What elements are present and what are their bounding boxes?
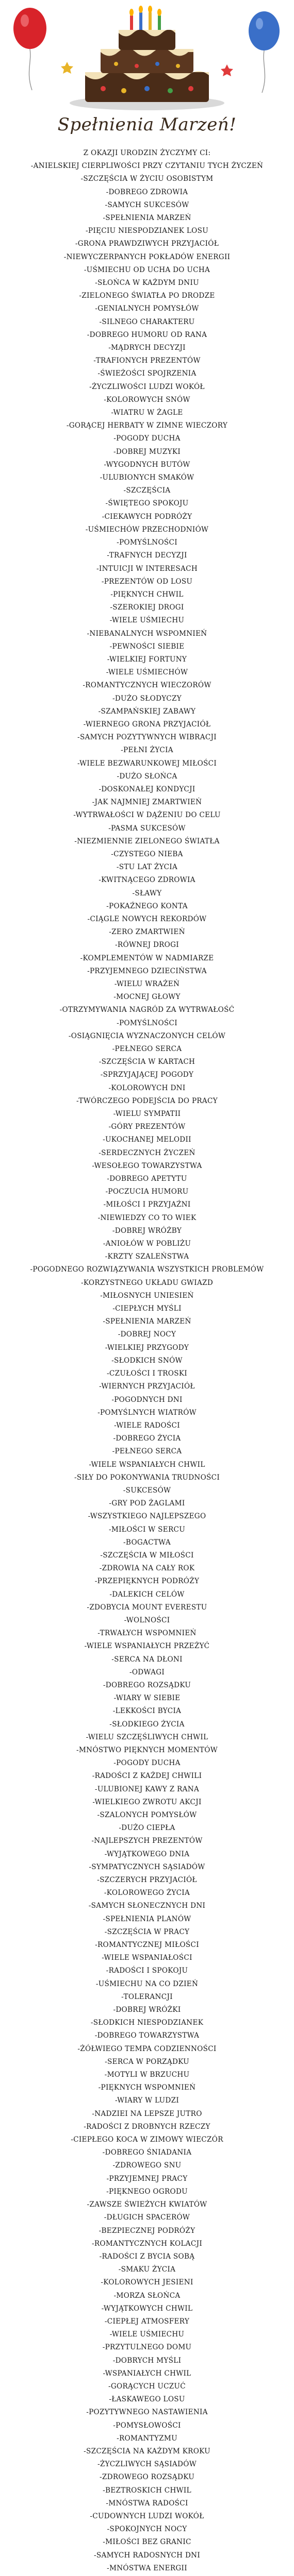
wish-line: -SYMPATYCZNYCH SĄSIADÓW xyxy=(89,1862,205,1871)
wish-line: -PEŁNI ŻYCIA xyxy=(121,746,173,755)
wish-line: -WIERNEGO GRONA PRZYJACIÓŁ xyxy=(83,720,211,728)
wish-line: -CIĄGLE NOWYCH REKORDÓW xyxy=(87,914,207,923)
wish-line: -SZCZĘŚCIA W MIŁOŚCI xyxy=(100,1551,194,1560)
wish-line: -GENIALNYCH POMYSŁÓW xyxy=(95,304,199,313)
wish-line: -LEKKOŚCI BYCIA xyxy=(112,1707,182,1716)
wish-line: -ROMANTYCZNYCH WIECZORÓW xyxy=(83,681,211,690)
wish-line: -ZIELONEGO ŚWIATŁA PO DRODZE xyxy=(79,292,215,300)
wish-line: -PIĘCIU NIESPODZIANEK LOSU xyxy=(86,227,208,235)
wish-line: -GRY POD ŻAGLAMI xyxy=(109,1499,185,1508)
wish-line: -RADOŚCI I SPOKOJU xyxy=(106,1967,188,1975)
wish-line: -OTRZYMYWANIA NAGRÓD ZA WYTRWAŁOŚĆ xyxy=(59,1006,235,1014)
wish-line: -DOBREJ WRÓŻBY xyxy=(112,1226,182,1235)
wish-line: -DALEKICH CELÓW xyxy=(109,1590,185,1599)
wish-line: -BEZPIECZNEJ PODRÓŻY xyxy=(99,2226,195,2235)
wish-line: -SERCA W PORZĄDKU xyxy=(105,2057,189,2066)
wish-line: -SIŁY DO POKONYWANIA TRUDNOŚCI xyxy=(74,1473,220,1482)
wish-line: -ROMANTYZMU xyxy=(117,2434,177,2443)
wish-line: -ŻYCZLIWYCH SĄSIADÓW xyxy=(97,2460,197,2469)
wish-line: -WIELE UŚMIECHU xyxy=(109,2330,185,2339)
wish-line: -RADOŚCI Z BYCIA SOBĄ xyxy=(99,2252,195,2261)
wish-line: -PRZYJEMNEJ PRACY xyxy=(106,2174,188,2183)
wish-line: -SILNEGO CHARAKTERU xyxy=(99,317,195,326)
wish-line: -NIEWIEDZY CO TO WIEK xyxy=(97,1213,197,1222)
wish-line: -WSPANIAŁYCH CHWIL xyxy=(103,2369,191,2378)
wish-line: -SERDECZNYCH ŻYCZEŃ xyxy=(99,1148,195,1157)
wish-line: -SZCZĘŚCIA W ŻYCIU OSOBISTYM xyxy=(80,175,214,183)
wish-line: -SZCZĘŚCIA xyxy=(123,486,171,495)
wish-line: -WIELE WSPANIAŁYCH CHWIL xyxy=(89,1460,205,1469)
wish-line: -ŻYCZLIWOŚCI LUDZI WOKÓŁ xyxy=(89,382,205,391)
wish-line: -PEŁNEGO SERCA xyxy=(112,1045,182,1054)
wish-line: -PEWNOŚCI SIEBIE xyxy=(109,642,185,651)
wish-line: -OSIĄGNIĘCIA WYZNACZONYCH CELÓW xyxy=(68,1031,226,1040)
wish-line: -GORĄCYCH UCZUĆ xyxy=(108,2382,186,2391)
wish-line: -WIARY W LUDZI xyxy=(115,2096,179,2105)
wish-line: -SZCZERYCH PRZYJACIÓŁ xyxy=(97,1876,197,1885)
wish-line: -JAK NAJMNIEJ ZMARTWIEŃ xyxy=(92,798,202,807)
wish-line: -WYJĄTKOWEGO DNIA xyxy=(104,1850,190,1858)
wish-line: -MORZA SŁOŃCA xyxy=(113,2291,181,2300)
wish-line: -CIEKAWYCH PODRÓŻY xyxy=(102,512,192,521)
wish-line: -ZERO ZMARTWIEŃ xyxy=(109,928,185,937)
wish-line: -DOBRYCH MYŚLI xyxy=(112,2356,182,2365)
wish-line: -PIĘKNYCH WSPOMNIEŃ xyxy=(98,2083,196,2092)
wish-line: -POGODNYCH DNI xyxy=(111,1395,183,1404)
wish-line: -SAMYCH POZYTYWNYCH WIBRACJI xyxy=(77,733,217,742)
wish-line: -SMAKU ŻYCIA xyxy=(118,2265,176,2274)
wish-line: -MĄDRYCH DECYZJI xyxy=(108,344,186,352)
wish-line: -ZDROWIA NA CAŁY ROK xyxy=(99,1564,195,1573)
wish-line: -POMYŚLNOŚCI xyxy=(117,538,177,547)
wish-line: -CIEPŁYCH MYŚLI xyxy=(112,1304,182,1313)
wish-line: -DŁUGICH SPACERÓW xyxy=(104,2213,190,2222)
wish-line: -SŁAWY xyxy=(132,889,162,897)
wish-line: -WIELU WRAŻEŃ xyxy=(114,980,180,988)
wish-line: -WSZYSTKIEGO NAJLEPSZEGO xyxy=(88,1512,206,1521)
wish-line: -DOBREJ NOCY xyxy=(118,1330,176,1339)
wish-line: -WESOŁEGO TOWARZYSTWA xyxy=(92,1161,202,1170)
wish-line: -BOGACTWA xyxy=(123,1538,171,1547)
wish-line: -NAJLEPSZYCH PREZENTÓW xyxy=(91,1837,203,1845)
wish-line: -SPEŁNIENIA PLANÓW xyxy=(103,1914,191,1923)
wish-line: -POMYŚLNOŚCI xyxy=(117,1019,177,1027)
wish-line: -UŚMIECHU NA CO DZIEŃ xyxy=(95,1979,199,1988)
wish-line: -WIELE UŚMIECHU xyxy=(109,616,185,625)
wish-line: -ZDOBYCIA MOUNT EVERESTU xyxy=(87,1603,207,1612)
wish-line: -CIEPŁEGO KOCA W ZIMOWY WIECZÓR xyxy=(71,2136,223,2144)
wish-line: -DUŻO SŁODYCZY xyxy=(112,694,182,703)
wish-line: -ROMANTYCZNEJ MIŁOŚCI xyxy=(95,1941,199,1950)
wish-line: -POMYSŁOWOŚCI xyxy=(113,2421,181,2430)
wish-line: -WIELE UŚMIECHÓW xyxy=(106,668,188,677)
wish-line: -SPRZYJAJĄCEJ POGODY xyxy=(100,1071,194,1079)
blue-balloon-icon xyxy=(249,11,280,93)
wish-line: -WIELE WSPANIAŁYCH PRZEŻYĆ xyxy=(84,1642,210,1651)
wish-line: -SAMYCH SŁONECZNYCH DNI xyxy=(88,1902,206,1910)
wish-line: -DUŻO CIEPŁA xyxy=(119,1824,175,1833)
wish-line: -WIELE RADOŚCI xyxy=(114,1421,180,1430)
wish-line: -SUKCESÓW xyxy=(123,1486,171,1495)
wish-line: -ZDROWEGO SNU xyxy=(112,2161,182,2170)
wish-line: -SŁOŃCA W KAŻDYM DNIU xyxy=(95,279,199,287)
wish-line: -ZDROWEGO ROZSĄDKU xyxy=(100,2473,194,2482)
wish-line: -ULUBIONYCH SMAKÓW xyxy=(100,473,194,482)
candles-icon xyxy=(129,6,161,30)
header-illustration xyxy=(0,0,294,135)
wish-line: -MNÓSTWO PIĘKNYCH MOMENTÓW xyxy=(76,1745,218,1754)
red-balloon-icon xyxy=(13,8,46,90)
wish-line: -NIEWYCZERPANYCH POKŁADÓW ENERGII xyxy=(63,252,231,261)
wish-line: -DOBREGO APETYTU xyxy=(107,1175,187,1183)
wish-line: -ANIOŁÓW W POBLIŻU xyxy=(103,1240,191,1248)
wish-line: -STU LAT ŻYCIA xyxy=(116,863,178,872)
wish-line: -ROMANTYCZNYCH KOLACJI xyxy=(91,2239,203,2248)
wish-line: -SPEŁNIENIA MARZEŃ xyxy=(103,1317,191,1326)
wish-line: -MIŁOŚCI W SERCU xyxy=(109,1525,185,1534)
wish-line: -WIARY W SIEBIE xyxy=(113,1694,181,1703)
wish-line: -KOLOROWYCH DNI xyxy=(108,1083,186,1092)
wish-line: -PRZEPIĘKNYCH PODRÓŻY xyxy=(94,1577,200,1586)
wish-line: -POGODNEGO ROZWIĄZYWANIA WSZYSTKICH PROBLEMÓW xyxy=(30,1265,264,1274)
wish-line: -ŚWIĘTEGO SPOKOJU xyxy=(105,499,189,508)
wish-line: -GÓRY PREZENTÓW xyxy=(108,1123,186,1131)
wish-line: -ULUBIONEJ KAWY Z RANA xyxy=(94,1785,200,1793)
wish-line: -TOLERANCJI xyxy=(121,1992,173,2001)
wish-line: -DOBREGO ŚNIADANIA xyxy=(102,2148,192,2157)
wish-line: -SERCA NA DŁONI xyxy=(111,1655,183,1664)
wish-line: -ŻÓŁWIEGO TEMPA CODZIENNOŚCI xyxy=(77,2044,217,2053)
wish-line: -DUŻO SŁOŃCA xyxy=(117,772,177,781)
wish-line: -SŁODKIEGO ŻYCIA xyxy=(109,1720,185,1728)
wish-line: -DOSKONAŁEJ KONDYCJI xyxy=(99,785,195,793)
wish-line: -SŁODKICH NIESPODZIANEK xyxy=(90,2019,204,2027)
wish-line: -WIELE BEZWARUNKOWEJ MIŁOŚCI xyxy=(77,759,217,768)
wish-line: -CZYSTEGO NIEBA xyxy=(111,850,183,858)
wish-line: -UKOCHANEJ MELODII xyxy=(103,1136,191,1144)
star-icon xyxy=(61,62,73,74)
wishes-text xyxy=(10,147,284,2576)
wish-line: -POZYTYWNEGO NASTAWIENIA xyxy=(86,2408,208,2417)
wish-line: -WIELKIEJ PRZYGODY xyxy=(105,1343,189,1352)
wish-line: -GRONA PRAWDZIWYCH PRZYJACIÓŁ xyxy=(75,240,219,248)
wish-line: -TRWAŁYCH WSPOMNIEŃ xyxy=(97,1629,197,1638)
wish-line: -WIELKIEGO ZWROTU AKCJI xyxy=(92,1798,202,1806)
wish-line: -MOCNEJ GŁOWY xyxy=(113,993,181,1002)
wish-line: -GORĄCEJ HERBATY W ZIMNE WIECZORY xyxy=(66,421,228,430)
wishes-list xyxy=(10,160,284,2576)
wish-line: -SŁODKICH SNÓW xyxy=(111,1356,183,1365)
wish-line: -KWITNĄCEGO ZDROWIA xyxy=(99,876,195,885)
wish-line: -SAMYCH RADOSNYCH DNI xyxy=(93,2551,201,2560)
wish-line: -WYGODNYCH BUTÓW xyxy=(104,460,190,469)
wish-line: -DOBREGO ZDROWIA xyxy=(106,188,188,196)
wish-line: -MIŁOŚCI BEZ GRANIC xyxy=(103,2538,191,2547)
wish-line: -MNÓSTWA RADOŚCI xyxy=(106,2499,188,2507)
wish-line: -PEŁNEGO SERCA xyxy=(112,1447,182,1456)
wish-line: -MIŁOŚCI I PRZYJAŹNI xyxy=(103,1200,191,1209)
wish-line: -WIELE WSPANIAŁOŚCI xyxy=(102,1954,192,1962)
wish-line: -UŚMIECHÓW PRZECHODNIÓW xyxy=(85,525,209,534)
wish-line: -KORZYSTNEGO UKŁADU GWIAZD xyxy=(80,1278,214,1287)
wish-line: -BEZTROSKICH CHWIL xyxy=(103,2486,191,2495)
wish-line: -WYJĄTKOWYCH CHWIL xyxy=(101,2304,193,2313)
wish-line: -PREZENTÓW OD LOSU xyxy=(101,577,193,586)
wishes-intro: Z OKAZJI URODZIN ŻYCZYMY CI: xyxy=(83,149,211,157)
wish-line: -MOTYLI W BRZUCHU xyxy=(104,2071,190,2079)
wish-line: -INTUICJI W INTERESACH xyxy=(96,564,198,573)
wish-line: -WIERNYCH PRZYJACIÓŁ xyxy=(99,1382,195,1391)
wish-line: -KOLOROWYCH JESIENI xyxy=(101,2278,193,2287)
star-icon xyxy=(221,64,233,76)
wish-line: -DOBREGO ŻYCIA xyxy=(113,1434,181,1443)
wish-line: -POMYŚLNYCH WIATRÓW xyxy=(97,1408,197,1417)
wish-line: -WIELKIEJ FORTUNY xyxy=(107,655,187,664)
wish-line: -TRAFIONYCH PREZENTÓW xyxy=(93,357,201,365)
wish-line: -DOBREGO HUMORU OD RANA xyxy=(87,330,207,339)
wish-line: -WOLNOŚCI xyxy=(124,1616,170,1624)
wish-line: -SZAMPAŃSKIEJ ZABAWY xyxy=(98,707,196,716)
wish-line: -NIEZMIENNIE ZIELONEGO ŚWIATŁA xyxy=(74,837,220,845)
wish-line: -POGODY DUCHA xyxy=(113,1759,181,1768)
wish-line: -DOBREGO TOWARZYSTWA xyxy=(94,2031,200,2040)
wish-line: -RÓWNEJ DROGI xyxy=(115,941,179,950)
wish-line: -KOMPLEMENTÓW W NADMIARZE xyxy=(80,954,214,962)
birthday-cake-illustration xyxy=(0,0,294,131)
wish-line: -POKAŹNEGO KONTA xyxy=(106,902,188,910)
wish-line: -SPEŁNIENIA MARZEŃ xyxy=(103,214,191,223)
wish-line: -MNÓSTWA ENERGII xyxy=(107,2564,187,2572)
wish-line: -DOBREJ WRÓŻKI xyxy=(113,2006,181,2014)
wish-line: -PIĘKNYCH CHWIL xyxy=(110,590,184,599)
wish-line: -SZCZĘŚCIA NA KAŻDYM KROKU xyxy=(84,2447,210,2455)
wish-line: -PIĘKNEGO OGRODU xyxy=(106,2187,188,2196)
wish-line: -CIEPŁEJ ATMOSFERY xyxy=(104,2317,190,2326)
wish-line: -ODWAGI xyxy=(129,1668,165,1676)
wish-line: -CUDOWNYCH LUDZI WOKÓŁ xyxy=(90,2512,204,2520)
wish-line: -NIEBANALNYCH WSPOMNIEŃ xyxy=(87,629,207,638)
greeting-title: Spełnienia Marzeń! xyxy=(57,114,237,135)
wish-line: -WIATRU W ŻAGLE xyxy=(111,409,183,417)
wish-line: -WYTRWAŁOŚCI W DĄŻENIU DO CELU xyxy=(73,811,221,820)
wish-line: -POGODY DUCHA xyxy=(113,434,181,443)
wish-line: -NADZIEI NA LEPSZE JUTRO xyxy=(92,2109,202,2118)
wish-line: -ZAWSZE ŚWIEŻYCH KWIATÓW xyxy=(87,2200,207,2209)
wish-line: -PRZYJEMNEGO DZIECIŃSTWA xyxy=(87,967,207,975)
wish-line: -RADOŚCI Z KAŻDEJ CHWILI xyxy=(92,1772,202,1781)
wish-line: -ŚWIEŻOŚCI SPOJRZENIA xyxy=(97,369,197,378)
wish-line: -PRZYTULNEGO DOMU xyxy=(102,2343,192,2352)
wish-line: -POCZUCIA HUMORU xyxy=(105,1188,189,1196)
wish-line: -KOLOROWEGO ŻYCIA xyxy=(104,1889,190,1897)
wish-line: -SZCZĘŚCIA W KARTACH xyxy=(99,1058,195,1066)
wish-line: -RADOŚCI Z DROBNYCH RZECZY xyxy=(84,2122,210,2131)
wish-line: -DOBREGO ROZSĄDKU xyxy=(103,1681,191,1689)
wish-line: -KRZTY SZALEŃSTWA xyxy=(105,1252,189,1261)
wish-line: -SPOKOJNYCH NOCY xyxy=(107,2525,187,2534)
wish-line: -WIELU SZCZĘŚLIWYCH CHWIL xyxy=(86,1733,208,1741)
wish-line: -CZUŁOŚCI I TROSKI xyxy=(107,1369,187,1378)
wish-line: -WIELU SYMPATII xyxy=(113,1110,181,1118)
wish-line: -SAMYCH SUKCESÓW xyxy=(105,200,189,209)
wish-line: -KOLOROWYCH SNÓW xyxy=(104,395,190,404)
wish-line: -ŁASKAWEGO LOSU xyxy=(109,2395,185,2404)
wish-line: -PASMA SUKCESÓW xyxy=(108,824,186,833)
wish-line: -SZEROKIEJ DROGI xyxy=(110,603,184,612)
wish-line: -UŚMIECHU OD UCHA DO UCHA xyxy=(84,265,210,274)
wish-line: -DOBREJ MUZYKI xyxy=(113,447,181,456)
wish-line: -MIŁOSNYCH UNIESIEŃ xyxy=(100,1291,194,1300)
wish-line: -ANIELSKIEJ CIERPLIWOŚCI PRZY CZYTANIU TYCH ŻYCZEŃ xyxy=(30,162,264,171)
wish-line: -TRAFNYCH DECYZJI xyxy=(107,551,187,560)
wish-line: -TWÓRCZEGO PODEJŚCIA DO PRACY xyxy=(76,1096,218,1105)
wish-line: -SZCZĘŚCIA W PRACY xyxy=(104,1927,190,1936)
wish-line: -SZALONYCH POMYSŁÓW xyxy=(97,1811,197,1819)
